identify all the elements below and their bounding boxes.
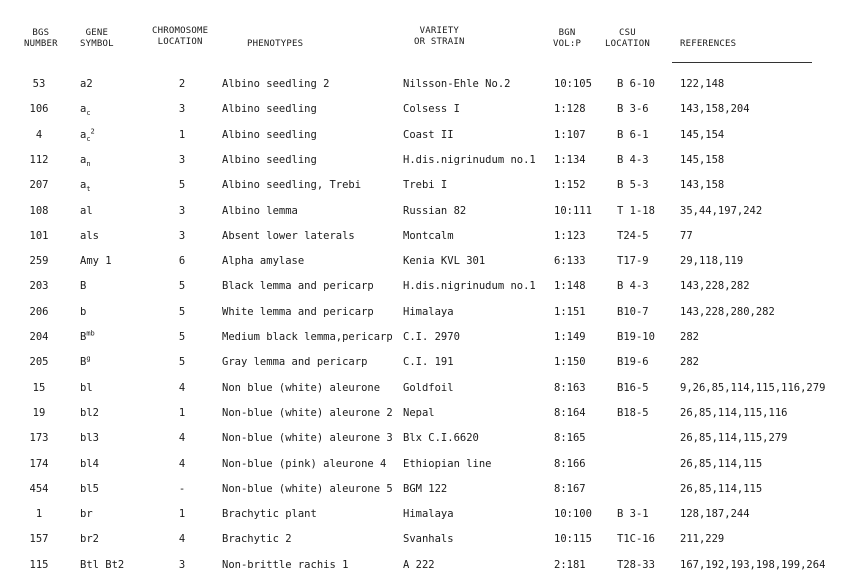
gene-symbol	[80, 406, 99, 420]
csu-location: T28-33	[617, 558, 655, 571]
variety-strain: Trebi I	[403, 179, 448, 192]
references: 26,85,114,115,279	[680, 432, 788, 445]
gene-symbol	[80, 178, 91, 192]
bgs-number: 1	[35, 508, 43, 521]
bgn-vol-page: 10:105	[554, 78, 592, 90]
bgs-number: 101	[29, 229, 49, 242]
variety-strain: Goldfoil	[403, 381, 454, 394]
gene-symbol-base: Amy 1	[80, 255, 112, 268]
references: 167,192,193,198,199,264	[680, 558, 826, 571]
gene-symbol	[80, 128, 95, 142]
bgs-number: 112	[29, 153, 49, 166]
phenotype: Non-blue (pink) aleurone 4	[222, 457, 387, 470]
references: 128,187,244	[680, 508, 750, 521]
gene-symbol	[80, 355, 91, 369]
gene-symbol-superscript: mb	[86, 329, 95, 338]
chromosome-location: 3	[178, 204, 186, 217]
phenotype: Albino seedling, Trebi	[222, 179, 362, 192]
bgs-number: 173	[29, 432, 49, 445]
phenotype: Albino seedling	[222, 103, 317, 116]
chromosome-location: 1	[178, 406, 186, 419]
chromosome-location: 3	[178, 153, 186, 166]
bgs-number: 106	[29, 103, 49, 116]
gene-symbol	[80, 558, 124, 572]
phenotype: Non-blue (white) aleurone 2	[222, 406, 393, 419]
phenotype: Absent lower laterals	[222, 229, 355, 242]
gene-symbol-subscript: c	[86, 109, 91, 118]
bgn-vol-page: 1:148	[554, 280, 586, 293]
chromosome-location: 2	[178, 78, 186, 90]
bgn-vol-page: 1:107	[554, 128, 586, 141]
phenotype: Albino seedling 2	[222, 78, 330, 90]
csu-location: T17-9	[617, 255, 649, 268]
gene-symbol	[80, 482, 99, 496]
csu-location: B19-10	[617, 331, 655, 343]
csu-location: B18-5	[617, 406, 649, 419]
table-row	[0, 229, 844, 249]
chromosome-location: 3	[178, 558, 186, 571]
bgs-number: 115	[29, 558, 49, 571]
gene-symbol	[80, 431, 99, 445]
table-row	[0, 381, 844, 401]
bgn-vol-page: 1:149	[554, 331, 586, 343]
bgs-number: 157	[29, 533, 49, 546]
table-row	[0, 178, 844, 198]
chromosome-location: 5	[178, 331, 186, 343]
bgn-vol-page: 1:151	[554, 305, 586, 318]
gene-symbol	[80, 254, 112, 268]
chromosome-location: 5	[178, 305, 186, 318]
phenotype: Albino seedling	[222, 128, 317, 141]
variety-strain: Himalaya	[403, 508, 454, 521]
header-rule	[672, 62, 812, 63]
csu-location: B16-5	[617, 381, 649, 394]
bgs-number: 4	[35, 128, 43, 141]
references: 35,44,197,242	[680, 204, 763, 217]
gene-symbol-subscript: t	[86, 185, 91, 194]
table-row	[0, 355, 844, 375]
bgs-number: 53	[32, 78, 46, 90]
references: 282	[680, 356, 699, 369]
chromosome-location: 5	[178, 280, 186, 293]
header-variety-strain: VARIETY OR STRAIN	[414, 26, 465, 47]
chromosome-location: 4	[178, 457, 186, 470]
references: 145,158	[680, 153, 725, 166]
variety-strain: BGM 122	[403, 482, 448, 495]
csu-location: B10-7	[617, 305, 649, 318]
csu-location: T1C-16	[617, 533, 655, 546]
bgn-vol-page: 10:115	[554, 533, 592, 546]
gene-symbol-base: B	[80, 356, 87, 369]
references: 29,118,119	[680, 255, 744, 268]
gene-symbol-base: bl2	[80, 406, 99, 419]
gene-symbol-subscript: c	[86, 134, 91, 143]
variety-strain: Colsess I	[403, 103, 460, 116]
csu-location: B 4-3	[617, 153, 649, 166]
gene-symbol-base: B	[80, 331, 87, 343]
gene-symbol	[80, 102, 91, 116]
table-row	[0, 153, 844, 173]
references: 211,229	[680, 533, 725, 546]
phenotype: White lemma and pericarp	[222, 305, 374, 318]
header-references: REFERENCES	[680, 39, 737, 49]
gene-symbol	[80, 507, 93, 521]
bgs-number: 203	[29, 280, 49, 293]
header-bgn-vol-p: BGN VOL:P	[553, 28, 582, 49]
references: 282	[680, 331, 699, 343]
bgn-vol-page: 8:165	[554, 432, 586, 445]
bgs-number: 206	[29, 305, 49, 318]
gene-symbol-base: a	[80, 179, 87, 192]
phenotype: Black lemma and pericarp	[222, 280, 374, 293]
csu-location: B 6-10	[617, 78, 655, 90]
bgn-vol-page: 10:100	[554, 508, 592, 521]
references: 145,154	[680, 128, 725, 141]
gene-symbol	[80, 204, 93, 218]
chromosome-location: 4	[178, 533, 186, 546]
gene-symbol	[80, 77, 93, 91]
gene-symbol	[80, 305, 86, 319]
variety-strain: Blx C.I.6620	[403, 432, 479, 445]
variety-strain: Nepal	[403, 406, 435, 419]
chromosome-location: 1	[178, 128, 186, 141]
table-row	[0, 128, 844, 148]
gene-symbol-base: al	[80, 204, 93, 217]
csu-location: B 3-1	[617, 508, 649, 521]
table-row	[0, 406, 844, 426]
csu-location: B 6-1	[617, 128, 649, 141]
variety-strain: Nilsson-Ehle No.2	[403, 78, 511, 90]
references: 77	[680, 229, 693, 242]
gene-symbol-base: a2	[80, 78, 93, 90]
table-row	[0, 532, 844, 552]
gene-symbol-subscript: n	[86, 159, 91, 168]
table-row	[0, 431, 844, 451]
chromosome-location: 4	[178, 432, 186, 445]
csu-location: B 4-3	[617, 280, 649, 293]
bgn-vol-page: 1:152	[554, 179, 586, 192]
table-row	[0, 457, 844, 477]
phenotype: Gray lemma and pericarp	[222, 356, 368, 369]
table-row	[0, 507, 844, 527]
bgn-vol-page: 1:150	[554, 356, 586, 369]
variety-strain: Kenia KVL 301	[403, 255, 486, 268]
gene-symbol-base: als	[80, 229, 99, 242]
variety-strain: A 222	[403, 558, 435, 571]
variety-strain: Svanhals	[403, 533, 454, 546]
bgn-vol-page: 8:163	[554, 381, 586, 394]
phenotype: Non-brittle rachis 1	[222, 558, 349, 571]
header-bgs-number: BGS NUMBER	[24, 28, 58, 49]
gene-symbol-base: B	[80, 280, 87, 293]
variety-strain: Himalaya	[403, 305, 454, 318]
bgs-number: 19	[32, 406, 46, 419]
chromosome-location: 4	[178, 381, 186, 394]
gene-symbol-base: br	[80, 508, 93, 521]
variety-strain: Montcalm	[403, 229, 454, 242]
gene-symbol	[80, 532, 99, 546]
chromosome-location: 6	[178, 255, 186, 268]
csu-location: B 3-6	[617, 103, 649, 116]
bgs-number: 204	[29, 331, 49, 343]
table-row	[0, 482, 844, 502]
header-csu-location: CSU LOCATION	[605, 28, 650, 49]
gene-symbol-tail: 2	[90, 127, 95, 136]
chromosome-location: 3	[178, 103, 186, 116]
variety-strain: C.I. 2970	[403, 331, 460, 343]
variety-strain: Ethiopian line	[403, 457, 492, 470]
variety-strain: H.dis.nigrinudum no.1	[403, 280, 536, 293]
csu-location: B 5-3	[617, 179, 649, 192]
references: 143,228,280,282	[680, 305, 775, 318]
phenotype: Brachytic 2	[222, 533, 292, 546]
bgs-number: 454	[29, 482, 49, 495]
gene-symbol-superscript: g	[86, 354, 91, 363]
bgs-number: 259	[29, 255, 49, 268]
bgn-vol-page: 6:133	[554, 255, 586, 268]
bgn-vol-page: 1:123	[554, 229, 586, 242]
csu-location: B19-6	[617, 356, 649, 369]
bgs-number: 108	[29, 204, 49, 217]
gene-symbol-base: bl3	[80, 432, 99, 445]
phenotype: Albino lemma	[222, 204, 298, 217]
references: 9,26,85,114,115,116,279	[680, 381, 826, 394]
gene-symbol-base: bl	[80, 381, 93, 394]
chromosome-location: 1	[178, 508, 186, 521]
table-row	[0, 558, 844, 578]
references: 143,228,282	[680, 280, 750, 293]
chromosome-location: 3	[178, 229, 186, 242]
variety-strain: Coast II	[403, 128, 454, 141]
phenotype: Non-blue (white) aleurone 3	[222, 432, 393, 445]
variety-strain: Russian 82	[403, 204, 467, 217]
table-row	[0, 102, 844, 122]
gene-symbol-base: bl4	[80, 457, 99, 470]
bgs-number: 15	[32, 381, 46, 394]
bgs-number: 174	[29, 457, 49, 470]
gene-symbol	[80, 229, 99, 243]
chromosome-location: 5	[178, 356, 186, 369]
phenotype: Medium black lemma,pericarp	[222, 331, 393, 343]
header-phenotypes: PHENOTYPES	[247, 39, 304, 49]
chromosome-location: 5	[178, 179, 186, 192]
phenotype: Alpha amylase	[222, 255, 305, 268]
phenotype: Non-blue (white) aleurone 5	[222, 482, 393, 495]
bgn-vol-page: 10:111	[554, 204, 592, 217]
phenotype: Non blue (white) aleurone	[222, 381, 381, 394]
table-row	[0, 305, 844, 325]
header-gene-symbol: GENE SYMBOL	[80, 28, 114, 49]
table-row	[0, 204, 844, 224]
bgn-vol-page: 1:134	[554, 153, 586, 166]
gene-symbol-base: a	[80, 128, 87, 141]
references: 143,158	[680, 179, 725, 192]
table-row	[0, 279, 844, 299]
bgn-vol-page: 2:181	[554, 558, 586, 571]
bgn-vol-page: 8:166	[554, 457, 586, 470]
bgs-number: 207	[29, 179, 49, 192]
bgs-number: 205	[29, 356, 49, 369]
references: 143,158,204	[680, 103, 750, 116]
header-chromosome-location: CHROMOSOME LOCATION	[152, 26, 209, 47]
gene-symbol-base: bl5	[80, 482, 99, 495]
variety-strain: H.dis.nigrinudum no.1	[403, 153, 536, 166]
table-row	[0, 254, 844, 274]
gene-symbol-base: a	[80, 153, 87, 166]
gene-symbol	[80, 381, 93, 395]
bgn-vol-page: 8:164	[554, 406, 586, 419]
references: 26,85,114,115,116	[680, 406, 788, 419]
chromosome-location: -	[178, 482, 186, 495]
gene-symbol	[80, 330, 95, 344]
gene-symbol-base: br2	[80, 533, 99, 546]
gene-symbol	[80, 279, 86, 293]
variety-strain: C.I. 191	[403, 356, 454, 369]
csu-location: T 1-18	[617, 204, 655, 217]
csu-location: T24-5	[617, 229, 649, 242]
references: 26,85,114,115	[680, 482, 763, 495]
phenotype: Albino seedling	[222, 153, 317, 166]
gene-symbol	[80, 457, 99, 471]
gene-symbol	[80, 153, 91, 167]
phenotype: Brachytic plant	[222, 508, 317, 521]
bgn-vol-page: 1:128	[554, 103, 586, 116]
bgn-vol-page: 8:167	[554, 482, 586, 495]
references: 26,85,114,115	[680, 457, 763, 470]
table-row	[0, 77, 844, 97]
gene-symbol-base: b	[80, 305, 87, 318]
gene-symbol-base: a	[80, 103, 87, 116]
table-row	[0, 330, 844, 350]
references: 122,148	[680, 78, 725, 90]
gene-symbol-base: Btl Bt2	[80, 558, 125, 571]
